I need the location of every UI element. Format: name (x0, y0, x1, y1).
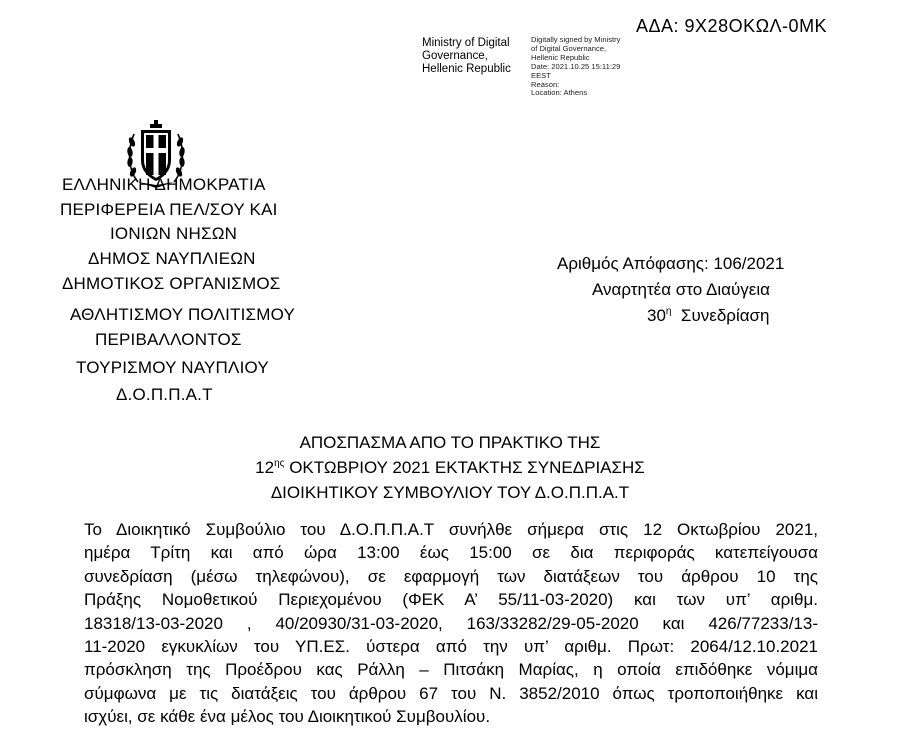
title-line-2 (0, 458, 900, 478)
signature-detail-line: of Digital Governance, (531, 43, 607, 53)
session-num: 30 (647, 306, 666, 325)
signature-signer (422, 37, 511, 75)
header-line: ΤΟΥΡΙΣΜΟΥ ΝΑΥΠΛΙΟΥ (76, 358, 269, 377)
header-line: ΙΟΝΙΩΝ ΝΗΣΩΝ (110, 224, 238, 243)
posted-to-diavgeia: Αναρτητέα στο Διαύγεια (592, 280, 770, 299)
body-line: ημέρα Τρίτη και από ώρα 13:00 έως 15:00 σε δια περιφοράς κατεπείγουσα (84, 543, 818, 563)
title-rest: ΟΚΤΩΒΡΙΟΥ 2021 ΕΚΤΑΚΤΗΣ ΣΥΝΕΔΡΙΑΣΗΣ (284, 458, 645, 477)
signature-detail-line: Digitally signed by Ministry (531, 35, 621, 44)
session-number (647, 306, 770, 326)
title-day-sup: ης (274, 458, 285, 469)
title-line-3: ΔΙΟΙΚΗΤΙΚΟΥ ΣΥΜΒΟΥΛΙΟΥ ΤΟΥ Δ.Ο.Π.Π.Α.Τ (270, 483, 630, 502)
signature-detail-line: EEST (531, 70, 551, 80)
body-line: συνεδρίαση (μέσω τηλεφώνου), σε εφαρμογή των διατάξεων του άρθρου 10 της (84, 566, 818, 586)
header-line: ΠΕΡΙΒΑΛΛΟΝΤΟΣ (95, 330, 242, 349)
body-paragraph (84, 518, 818, 729)
signature-details (531, 36, 620, 98)
header-line: ΑΘΛΗΤΙΣΜΟΥ ΠΟΛΙΤΙΣΜΟΥ (70, 305, 296, 324)
session-sup: η (665, 306, 672, 317)
title-line-1: ΑΠΟΣΠΑΣΜΑ ΑΠΟ ΤΟ ΠΡΑΚΤΙΚΟ ΤΗΣ (299, 433, 601, 452)
decision-number: Αριθμός Απόφασης: 106/2021 (557, 254, 785, 273)
signer-line: Ministry of Digital (422, 37, 510, 49)
header-line: ΠΕΡΙΦΕΡΕΙΑ ΠΕΛ/ΣΟΥ ΚΑΙ (60, 200, 278, 219)
signature-detail-line: Location: Athens (531, 88, 588, 98)
body-line: πρόσκληση της Προέδρου κας Ράλλη – Πιτσάκη Μαρίας, η οποία επιδόθηκε νόμιμα (84, 660, 818, 680)
body-line: σύμφωνα με τις διατάξεις του άρθρου 67 του Ν. 3852/2010 όπως τροποποιήθηκε και (84, 683, 818, 703)
ada-code: ΑΔΑ: 9Χ28ΟΚΩΛ-0ΜΚ (636, 16, 828, 36)
session-word: Συνεδρίαση (671, 306, 770, 325)
signature-detail-line: Date: 2021.10.25 15:11:29 (531, 61, 621, 71)
body-line: ισχύει, σε κάθε ένα μέλος του Διοικητικού Συμβουλίου. (84, 707, 491, 727)
title-day: 12 (255, 458, 275, 477)
signature-detail-line: Hellenic Republic (531, 52, 590, 62)
signer-line: Governance, (422, 49, 488, 62)
body-line: Το Διοικητικό Συμβούλιο του Δ.Ο.Π.Π.Α.Τ συνήλθε σήμερα στις 12 Οκτωβρίου 2021, (84, 520, 818, 539)
header-line: ΔΗΜΟΤΙΚΟΣ ΟΡΓΑΝΙΣΜΟΣ (62, 274, 281, 293)
body-line: 18318/13-03-2020 , 40/20930/31-03-2020, 163/33282/29-05-2020 και 426/77233/13- (84, 613, 818, 633)
header-line: ΔΗΜΟΣ ΝΑΥΠΛΙΕΩΝ (88, 249, 256, 268)
signature-detail-line: Reason: (531, 79, 560, 89)
header-line: Δ.Ο.Π.Π.Α.Τ (116, 385, 213, 404)
header-line: ΕΛΛΗΝΙΚΗ ΔΗΜΟΚΡΑΤΙΑ (62, 175, 266, 194)
body-line: Πράξης Νομοθετικού Περιεχομένου (ΦΕΚ Α’ 55/11-03-2020) και των υπ’ αριθμ. (84, 590, 818, 610)
signer-line: Hellenic Republic (422, 62, 511, 75)
body-line: 11-2020 εγκυκλίων του ΥΠ.ΕΣ. ύστερα από την υπ’ αριθμ. Πρωτ: 2064/12.10.2021 (84, 637, 818, 657)
